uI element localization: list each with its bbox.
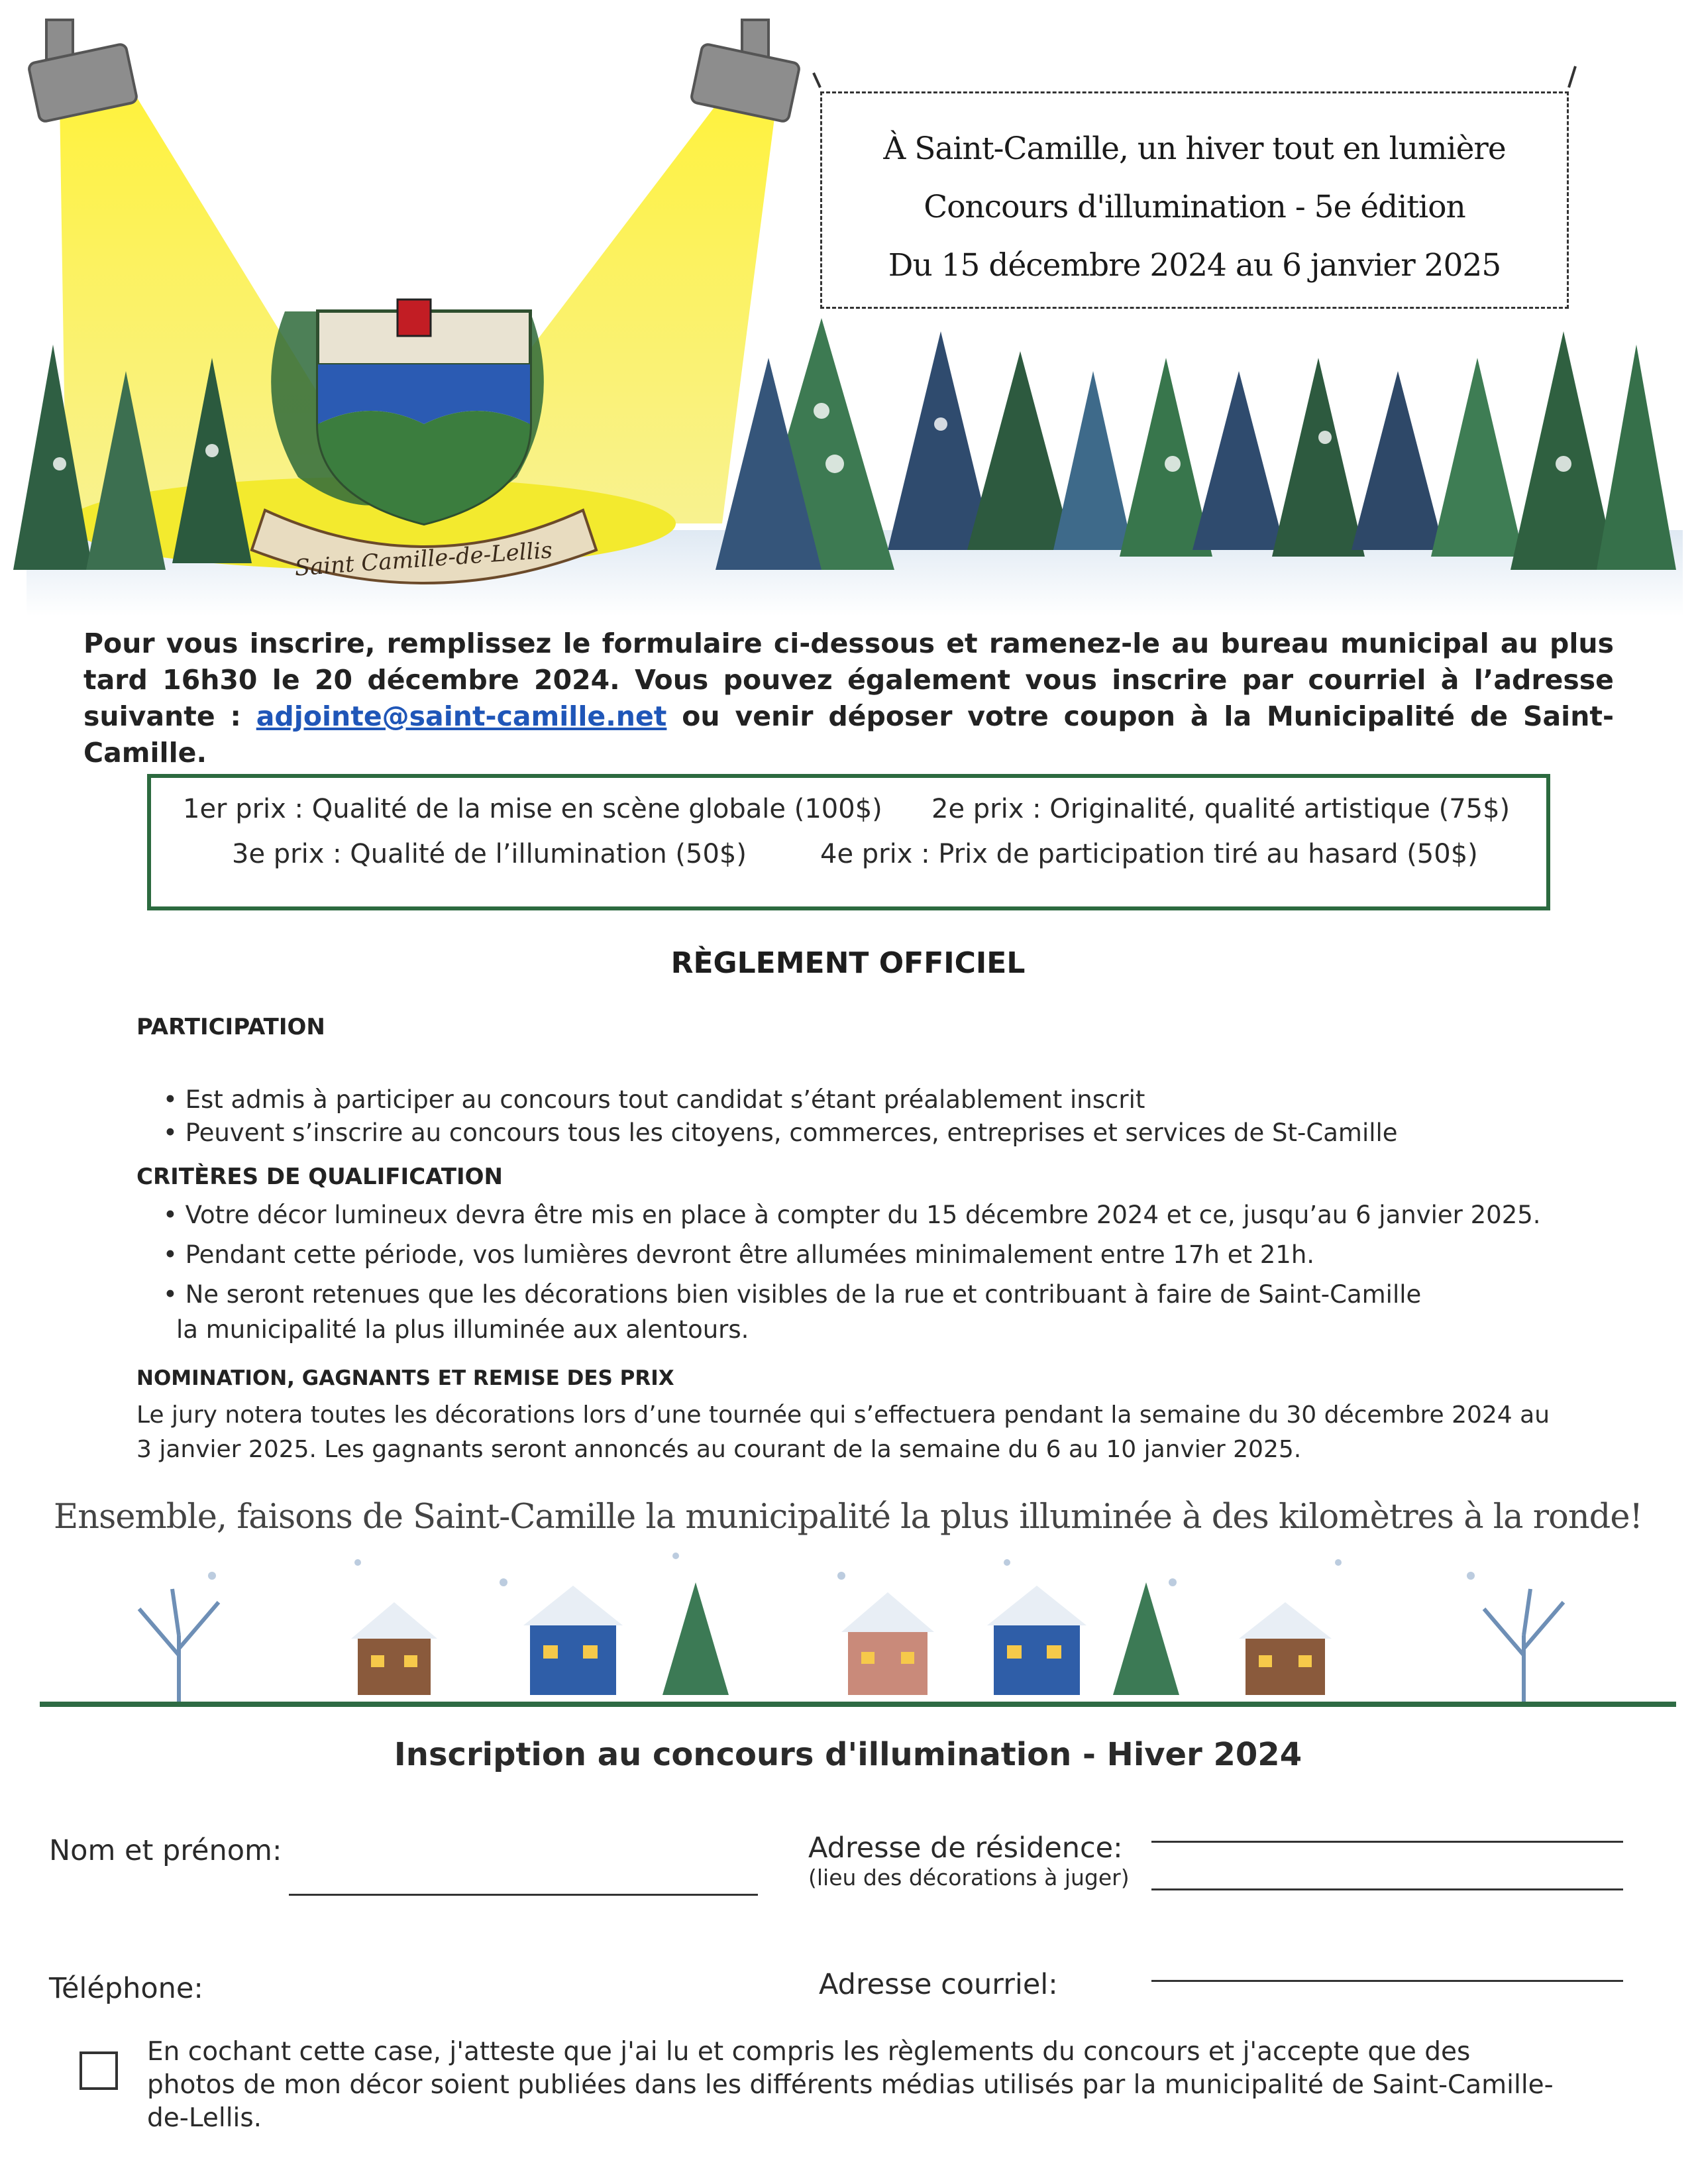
bare-tree-right-icon [1484, 1589, 1564, 1702]
house-icon [523, 1586, 623, 1695]
sign-line-dates: Du 15 décembre 2024 au 6 janvier 2025 [888, 247, 1501, 284]
winter-village-illustration [80, 1536, 1616, 1710]
name-input-line[interactable] [289, 1894, 758, 1896]
consent-text: En cochant cette case, j'atteste que j'ai lu et compris les règlements du concours et j'accepte que des photos de mon décor soient publiées dans les différents médias utilisés par la municipalité de Saint-Camille-de-Lellis. [147, 2037, 1554, 2133]
fir-tree-icon [662, 1582, 729, 1695]
closing-motto: Ensemble, faisons de Saint-Camille la municipalité la plus illuminée à des kilomètres à la ronde! [54, 1498, 1642, 1537]
participation-item: • Peuvent s’inscrire au concours tous les citoyens, commerces, entreprises et services de St-Camille [163, 1119, 1398, 1147]
house-icon [1239, 1602, 1332, 1695]
prize-fourth: 4e prix : Prix de participation tiré au hasard (50$) [820, 839, 1478, 869]
rules-title: RÈGLEMENT OFFICIEL [670, 946, 1026, 980]
name-label: Nom et prénom: [49, 1834, 282, 1867]
prize-third: 3e prix : Qualité de l’illumination (50$) [232, 839, 747, 869]
email-input-line[interactable] [1151, 1980, 1623, 1982]
intro-text-after: ou venir déposer votre coupon à la Municipalité de Saint-Camille. [83, 700, 1615, 769]
criteria-item-continued: la municipalité la plus illuminée aux alentours. [176, 1315, 749, 1344]
logo-motto: Saint Camille-de-Lellis [293, 537, 554, 582]
nomination-heading: NOMINATION, GAGNANTS ET REMISE DES PRIX [136, 1366, 674, 1390]
address-input-line-2[interactable] [1151, 1888, 1623, 1890]
nomination-line: Le jury notera toutes les décorations lors d’une tournée qui s’effectuera pendant la semaine du 30 décembre 2024 au [136, 1401, 1550, 1429]
form-title: Inscription au concours d'illumination - Hiver 2024 [394, 1736, 1302, 1773]
section-divider [40, 1702, 1676, 1707]
consent-checkbox[interactable] [80, 2051, 118, 2090]
criteria-item: • Pendant cette période, vos lumières devront être allumées minimalement entre 17h et 21h. [163, 1240, 1315, 1269]
prizes-box [147, 774, 1550, 910]
trees-right [716, 318, 1676, 570]
house-icon [841, 1592, 934, 1695]
registration-instructions [83, 626, 1614, 771]
participation-heading: PARTICIPATION [136, 1014, 325, 1040]
sign-line-contest: Concours d'illumination - 5e édition [924, 189, 1465, 225]
nomination-line: 3 janvier 2025. Les gagnants seront annoncés au courant de la semaine du 6 au 10 janvier 2025. [136, 1436, 1302, 1463]
house-icon [987, 1586, 1086, 1695]
email-label: Adresse courriel: [819, 1968, 1058, 2001]
fir-tree-icon [1113, 1582, 1179, 1695]
address-sublabel: (lieu des décorations à juger) [808, 1865, 1130, 1890]
spotlight-right-icon [690, 20, 800, 123]
phone-label: Téléphone: [49, 1972, 203, 2005]
sign-line-tagline: À Saint-Camille, un hiver tout en lumière [883, 131, 1506, 167]
event-title-sign [820, 91, 1569, 309]
address-label: Adresse de résidence: [808, 1831, 1123, 1865]
criteria-item: • Ne seront retenues que les décorations bien visibles de la rue et contribuant à faire de Saint-Camille [163, 1280, 1422, 1309]
bare-tree-left-icon [139, 1589, 219, 1702]
prize-first: 1er prix : Qualité de la mise en scène globale (100$) [183, 794, 882, 824]
intro-text-before: Pour vous inscrire, remplissez le formulaire ci-dessous et ramenez-le au bureau municipal au plus tard 16h30 le 20 décembre 2024. Vous pouvez également vous inscrire par courriel à l’adresse suivante : [83, 628, 1614, 732]
prize-second: 2e prix : Originalité, qualité artistique (75$) [931, 794, 1510, 824]
address-input-line[interactable] [1151, 1841, 1623, 1843]
criteria-item: • Votre décor lumineux devra être mis en place à compter du 15 décembre 2024 et ce, jusqu’au 6 janvier 2025. [163, 1201, 1541, 1229]
house-icon [351, 1602, 437, 1695]
contact-email-link[interactable]: adjointe@saint-camille.net [256, 700, 667, 732]
participation-item: • Est admis à participer au concours tout candidat s’étant préalablement inscrit [163, 1085, 1145, 1114]
criteria-heading: CRITÈRES DE QUALIFICATION [136, 1164, 504, 1190]
